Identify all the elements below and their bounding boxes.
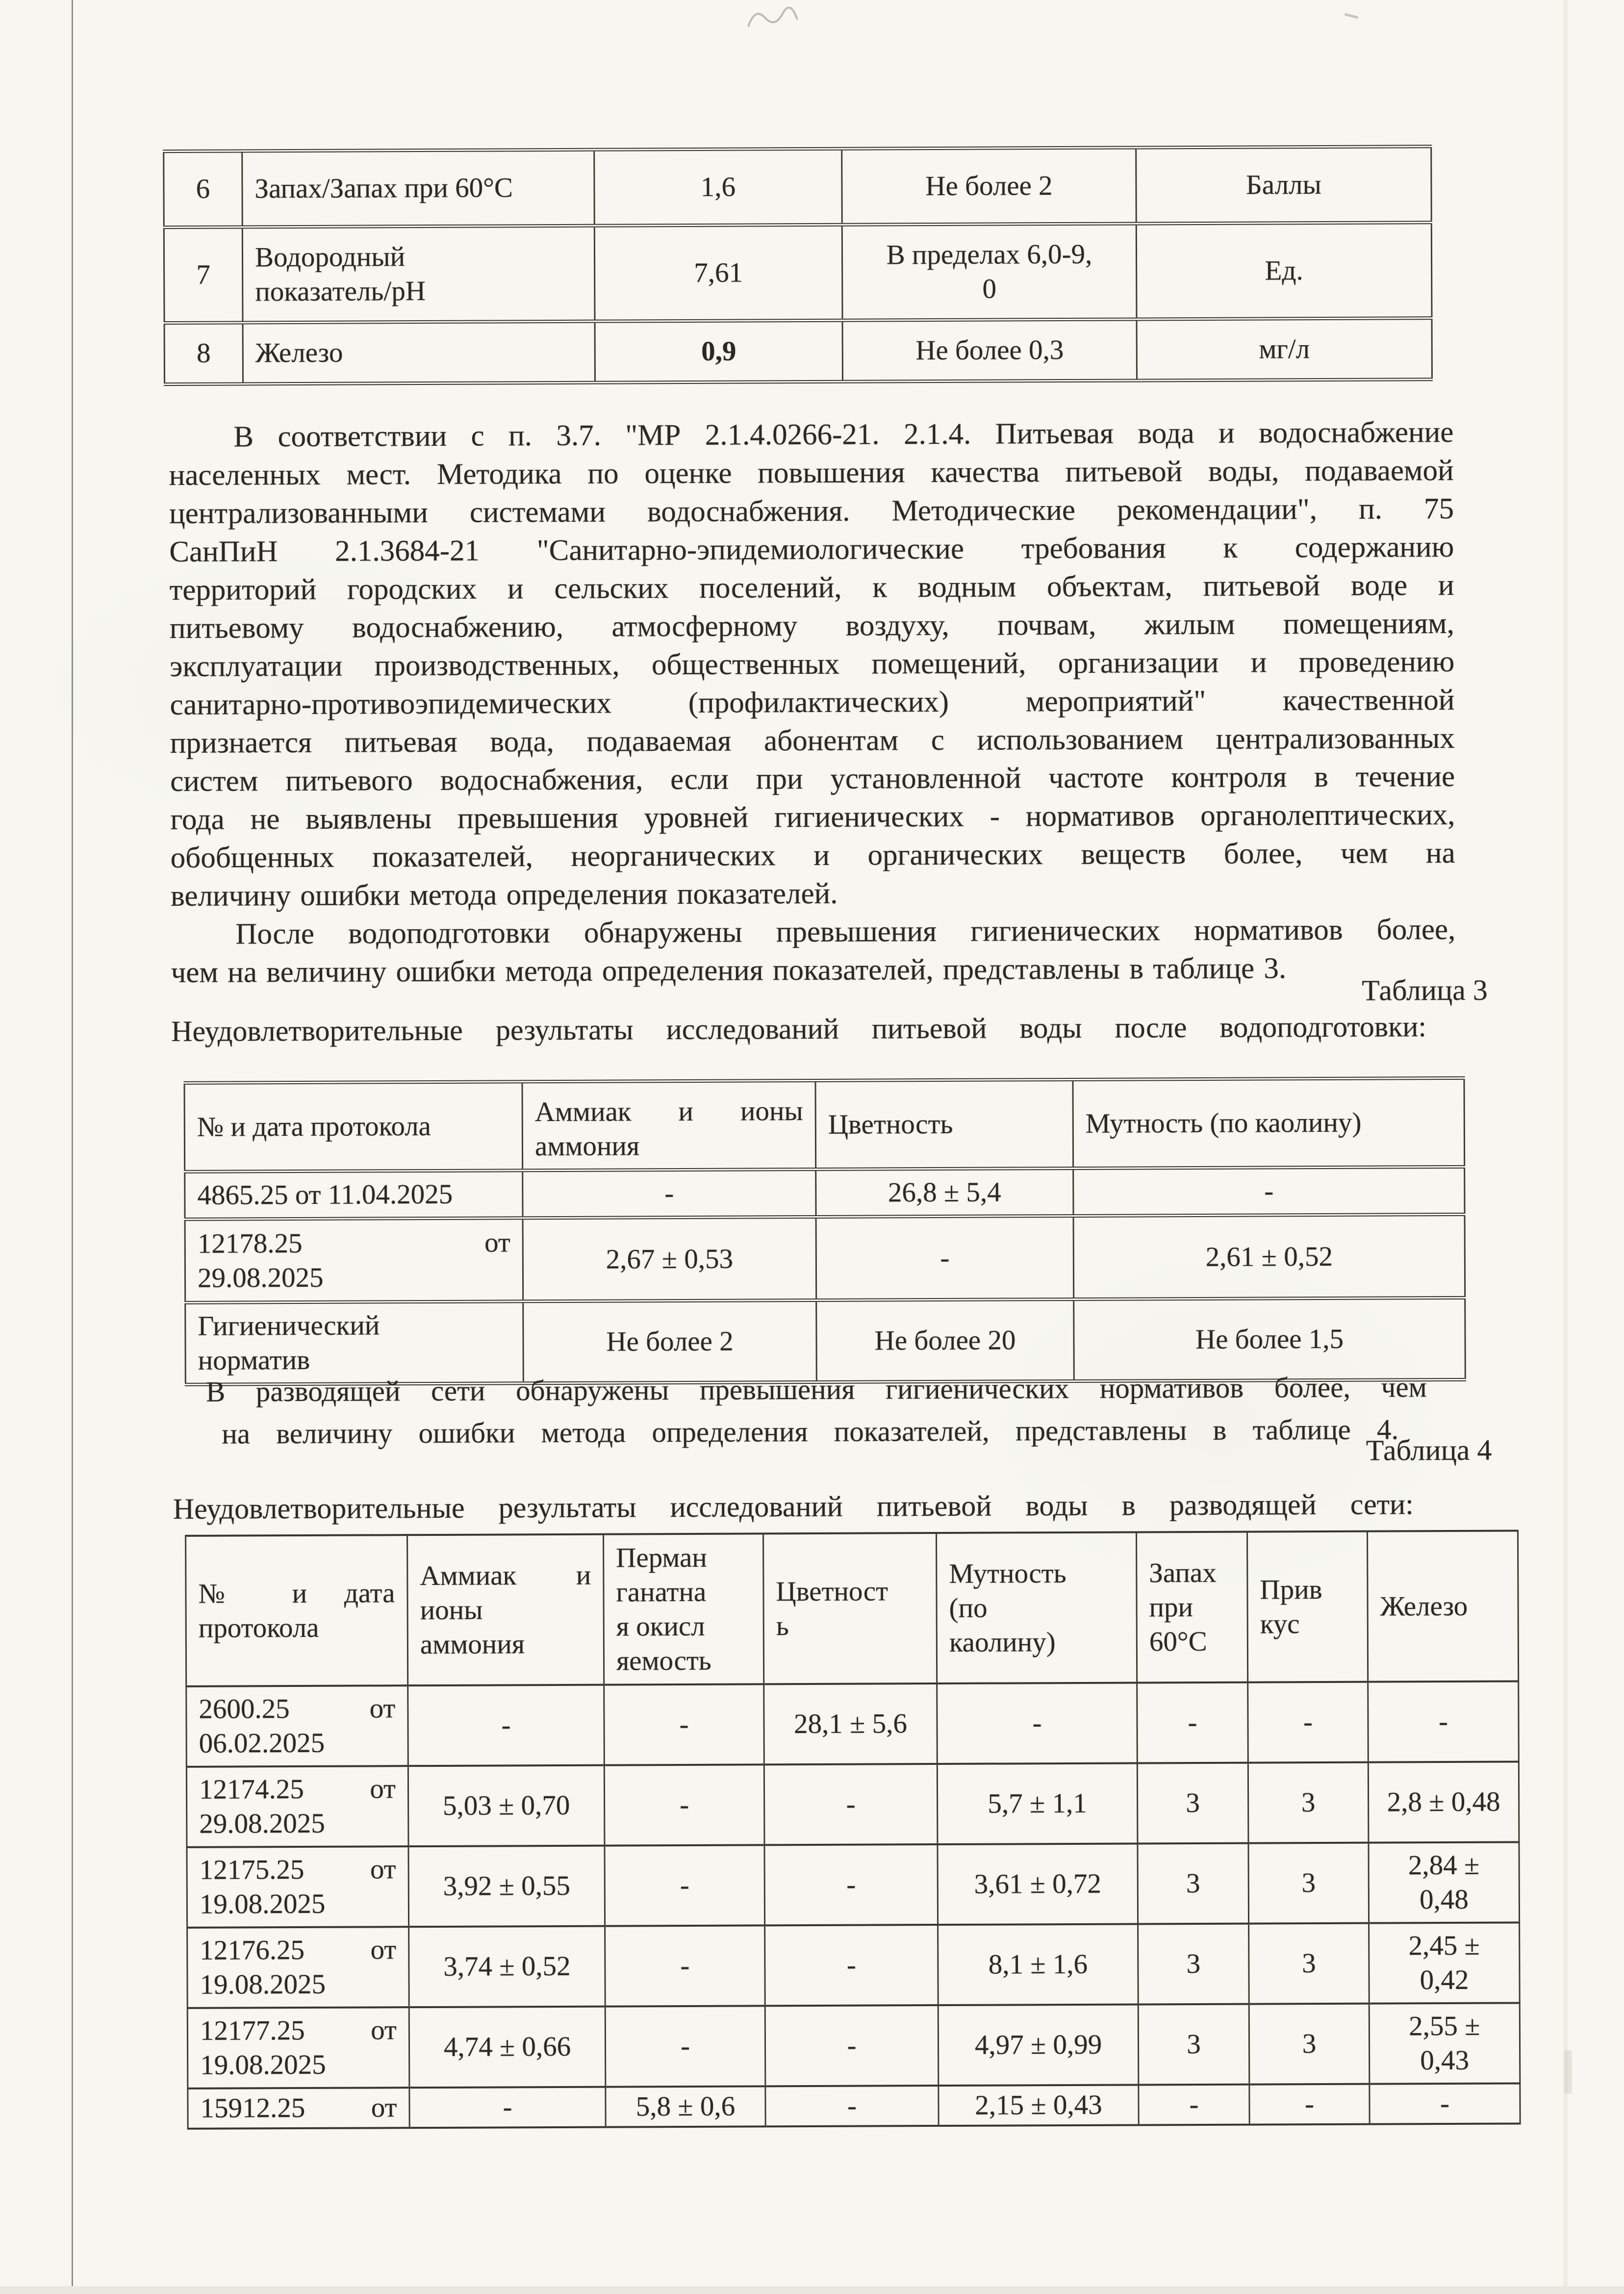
odor-cell: -: [1137, 1682, 1248, 1763]
protocol-date: 29.08.2025: [197, 1262, 324, 1294]
protocol-ot: от: [370, 1854, 396, 1885]
table4-caption: Неудовлетворительные результаты исследований питьевой воды в разводящей сети:: [173, 1488, 1414, 1526]
permanganate-cell: -: [605, 2006, 765, 2087]
turbidity-cell: -: [1073, 1167, 1465, 1216]
norm-cell: Не более 0,3: [842, 319, 1137, 382]
row-number-cell: 6: [164, 151, 243, 228]
iron-cell: -: [1370, 2083, 1520, 2124]
permanganate-cell: -: [605, 1925, 765, 2006]
paragraph-line: систем питьевого водоснабжения, если при установленной частоте контроля в течение: [170, 760, 1455, 798]
value-cell: 7,61: [594, 225, 842, 321]
paragraph-line: обобщенных показателей, неорганических и органических веществ более, чем на: [170, 836, 1455, 875]
header-protocol: № и дата протокола: [184, 1082, 523, 1172]
note-line: на величину ошибки метода определения показателей, представлены в таблице 4.: [222, 1413, 1399, 1450]
table-row: [186, 1681, 1519, 1766]
table-row: [188, 2083, 1520, 2128]
table-row: [164, 318, 1432, 384]
paragraph-line: территорий городских и сельских поселений, к водным объектам, питьевой воде и: [169, 568, 1454, 607]
table-row: [187, 2003, 1520, 2088]
protocol-cell: [187, 1927, 409, 2008]
protocol-cell: [187, 1846, 409, 1928]
taste-cell: -: [1249, 2084, 1370, 2125]
color-cell: -: [765, 1925, 939, 2006]
iron-cell: 2,45 ± 0,42: [1369, 1922, 1520, 2003]
protocol-number: 12177.25: [200, 2014, 305, 2046]
protocol-ot: от: [370, 1934, 397, 1965]
after-treatment-paragraph: [171, 911, 1456, 992]
table-row: [187, 1922, 1520, 2008]
header-turbidity: Мутность (по каолину): [1073, 1078, 1465, 1168]
table-row: [164, 223, 1432, 323]
color-cell: -: [765, 2005, 939, 2086]
ammonia-cell: -: [523, 1169, 816, 1218]
protocol-ot: от: [371, 2014, 397, 2046]
protocol-date: 19.08.2025: [200, 2049, 326, 2081]
table3-label: Таблица 3: [1362, 973, 1488, 1007]
table-row: [164, 147, 1432, 228]
protocol-cell: [186, 1766, 408, 1847]
ammonia-cell: 5,03 ± 0,70: [408, 1765, 605, 1847]
header-taste: Привкус: [1247, 1531, 1368, 1682]
indicator-name-cell: Запах/Запах при 60°С: [242, 150, 595, 227]
indicator-name-cell: Водородный показатель/pH: [242, 226, 595, 323]
color-cell: -: [765, 2086, 939, 2126]
distribution-network-note: [206, 1366, 1427, 1455]
norm-line2: 0: [982, 273, 997, 305]
odor-cell: 3: [1138, 2004, 1249, 2085]
table-row: [185, 1214, 1465, 1302]
paragraph-line: В соответствии с п. 3.7. "МР 2.1.4.0266-21. 2.1.4. Питьевая вода и водоснабжение: [233, 415, 1454, 454]
color-cell: -: [764, 1844, 938, 1925]
ammonia-cell: -: [409, 2087, 606, 2128]
value-cell: 1,6: [594, 149, 842, 226]
turbidity-cell: 2,15 ± 0,43: [939, 2085, 1139, 2126]
row-number-cell: 7: [164, 227, 243, 323]
permanganate-cell: -: [604, 1764, 764, 1845]
protocol-number: 15912.25: [200, 2092, 305, 2124]
protocol-cell: [188, 2088, 409, 2129]
turbidity-cell: 3,61 ± 0,72: [938, 1843, 1138, 1925]
turbidity-cell: -: [937, 1682, 1138, 1764]
table-header-row: [184, 1078, 1465, 1172]
table-header-row: [186, 1530, 1519, 1686]
paragraph-line: питьевому водоснабжению, атмосферному воздуху, почвам, жилым помещениям,: [169, 607, 1455, 645]
ammonia-cell: 3,74 ± 0,52: [409, 1926, 606, 2008]
norm-line1: Гигиенический: [198, 1310, 380, 1342]
odor-cell: 3: [1138, 1843, 1249, 1924]
paragraph-line: признается питьевая вода, подаваемая абонентам с использованием централизованных: [170, 721, 1455, 760]
protocol-number: 12174.25: [199, 1773, 304, 1805]
table-row: [185, 1167, 1465, 1219]
odor-cell: -: [1139, 2085, 1249, 2125]
taste-cell: 3: [1248, 1843, 1369, 1924]
iron-cell: 2,55 ± 0,43: [1369, 2003, 1520, 2084]
header-permanganate: Перманганатная окисляемость: [604, 1533, 764, 1684]
iron-cell: 2,84 ± 0,48: [1369, 1842, 1520, 1923]
paragraph-line: СанПиН 2.1.3684-21 "Санитарно-эпидемиологические требования к содержанию: [169, 530, 1454, 569]
protocol-ot: от: [370, 1773, 396, 1805]
table4-distribution-network-results: [185, 1529, 1521, 2129]
turbidity-cell: 5,7 ± 1,1: [937, 1763, 1138, 1844]
table3-caption: Неудовлетворительные результаты исследований питьевой воды после водоподготовки:: [171, 1010, 1427, 1048]
permanganate-cell: -: [605, 1845, 765, 1926]
table-row: [186, 1761, 1519, 1847]
iron-cell: 2,8 ± 0,48: [1368, 1761, 1519, 1842]
color-cell: Не более 20: [816, 1299, 1074, 1382]
norm-line1: В пределах 6,0-9,: [886, 238, 1092, 271]
value-cell: 0,9: [595, 320, 842, 382]
protocol-number: 2600.25: [199, 1693, 290, 1725]
color-cell: 26,8 ± 5,4: [816, 1168, 1073, 1217]
header-ammonia: Аммиак и ионы аммония: [407, 1534, 604, 1686]
ammonia-cell: Не более 2: [523, 1300, 817, 1383]
norm-cell: [842, 224, 1137, 320]
header-ammonia: Аммиак и ионы аммония: [522, 1080, 816, 1170]
protocol-cell: [186, 1685, 408, 1767]
table-row: [187, 1842, 1520, 1927]
color-cell: -: [764, 1764, 938, 1845]
taste-cell: 3: [1249, 2004, 1370, 2085]
protocol-date: 19.08.2025: [199, 1888, 326, 1920]
protocol-number-line: [198, 1225, 510, 1261]
taste-cell: 3: [1248, 1762, 1369, 1843]
ammonia-cell: -: [408, 1685, 605, 1766]
permanganate-cell: 5,8 ± 0,6: [606, 2086, 765, 2127]
protocol-number: 12175.25: [199, 1854, 304, 1886]
turbidity-cell: 8,1 ± 1,6: [938, 1924, 1139, 2005]
permanganate-cell: -: [604, 1684, 764, 1765]
note-line: В разводящей сети обнаружены превышения гигиенических нормативов более, чем: [205, 1371, 1427, 1408]
protocol-number: 12176.25: [200, 1934, 305, 1966]
water-quality-table-continuation: [163, 145, 1433, 386]
turbidity-cell: Не более 1,5: [1074, 1298, 1466, 1381]
protocol-date: 06.02.2025: [199, 1727, 325, 1759]
odor-cell: 3: [1137, 1763, 1248, 1844]
paragraph-line: санитарно-противоэпидемических (профилактических) мероприятий" качественной: [170, 683, 1455, 722]
protocol-ot: от: [369, 1693, 396, 1724]
protocol-date: 19.08.2025: [200, 1968, 326, 2000]
paragraph-line: населенных мест. Методика по оценке повышения качества питьевой воды, подаваемой: [169, 454, 1454, 492]
paragraph-line: чем на величину ошибки метода определения показателей, представлены в таблице 3.: [171, 952, 1287, 990]
norm-line2: норматив: [198, 1344, 310, 1376]
taste-cell: 3: [1249, 1923, 1370, 2004]
header-protocol: № и дата протокола: [186, 1535, 408, 1686]
regulation-paragraph: [169, 413, 1455, 916]
protocol-number: 12178.25: [197, 1227, 303, 1259]
turbidity-cell: 4,97 ± 0,99: [938, 2004, 1139, 2086]
unit-cell: Ед.: [1136, 223, 1432, 319]
header-odor: Запах при 60°С: [1137, 1532, 1248, 1683]
ammonia-cell: 2,67 ± 0,53: [523, 1217, 816, 1301]
protocol-ot: от: [371, 2092, 397, 2123]
row-number-cell: 8: [164, 323, 243, 384]
odor-cell: 3: [1138, 1924, 1249, 2005]
paragraph-line: года не выявлены превышения уровней гигиенических - нормативов органолептических,: [170, 798, 1455, 837]
norm-cell: Не более 2: [842, 148, 1137, 225]
header-iron: Железо: [1368, 1530, 1519, 1682]
iron-cell: -: [1368, 1681, 1519, 1762]
paragraph-line: эксплуатации производственных, общественных помещений, организации и проведению: [170, 645, 1455, 684]
protocol-ot: от: [484, 1226, 510, 1258]
table3-after-treatment-results: [183, 1076, 1466, 1386]
ammonia-cell: 3,92 ± 0,55: [408, 1846, 605, 1927]
table4-label: Таблица 4: [1366, 1433, 1492, 1467]
header-turbidity: Мутность (по каолину): [937, 1532, 1137, 1683]
protocol-date: 29.08.2025: [199, 1808, 325, 1839]
ammonia-cell: 4,74 ± 0,66: [409, 2007, 606, 2088]
turbidity-cell: 2,61 ± 0,52: [1073, 1214, 1465, 1299]
color-cell: 28,1 ± 5,6: [764, 1683, 938, 1764]
unit-cell: Баллы: [1136, 147, 1432, 224]
header-color: Цветность: [815, 1079, 1073, 1169]
protocol-cell: [187, 2007, 409, 2089]
color-cell: -: [816, 1216, 1074, 1300]
taste-cell: -: [1248, 1682, 1369, 1763]
paragraph-line: централизованными системами водоснабжения. Методические рекомендации", п. 75: [169, 492, 1454, 531]
paragraph-line: После водоподготовки обнаружены превышения гигиенических нормативов более,: [235, 913, 1456, 951]
unit-cell: мг/л: [1137, 318, 1432, 381]
indicator-name-cell: Железо: [243, 321, 595, 384]
protocol-cell: [185, 1218, 523, 1303]
header-color: Цветность: [763, 1533, 937, 1684]
protocol-cell: 4865.25 от 11.04.2025: [185, 1171, 523, 1220]
paragraph-line: величину ошибки метода определения показателей.: [170, 877, 838, 913]
